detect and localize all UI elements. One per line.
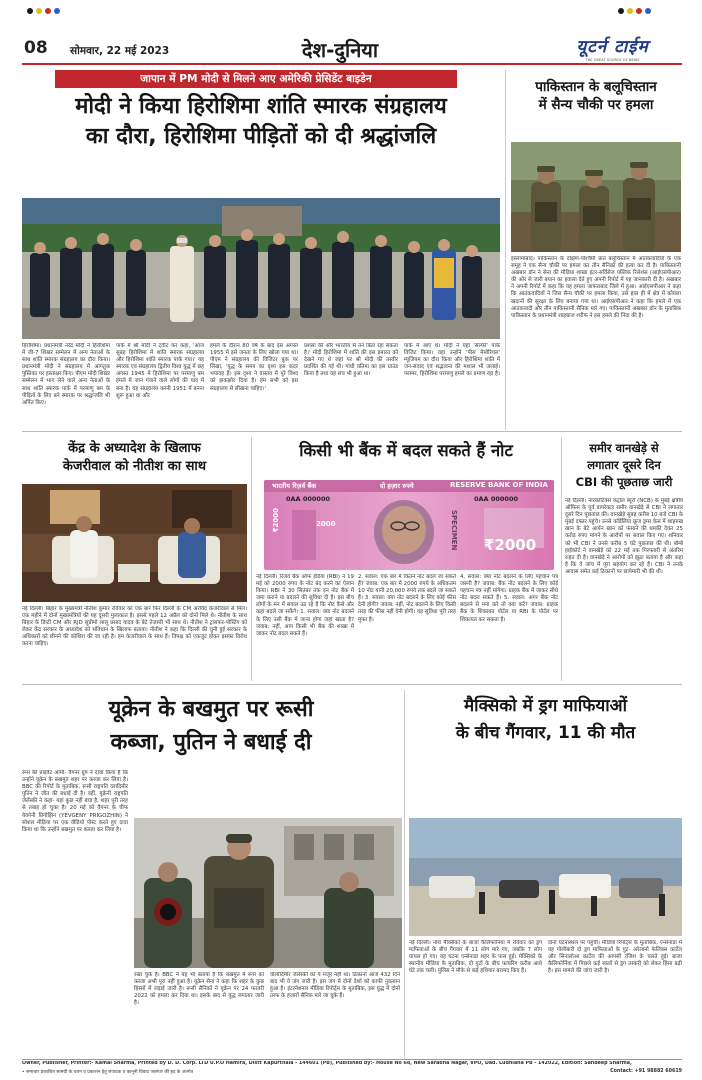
kejriwal-body: नई दिल्ली। बिहार के मुख्यमंत्री नीतीश कुमार रविवार को एक बार फिर दिल्ली के CM अरविंद केजरीवाल से मिले। एक महीने में दोनों मुख्यमंत्रियों की यह दूसरी मुलाकात है। इससे पहले 12 अप्रैल को दोनों मिले थे। नीतीश के साथ बिहार के डिप्टी CM और RJD सुप्रीमो लालू प्रसाद यादव के बेटे तेजस्वी भी साथ थे। नीतीश ने ट्रांसफर-पोस्टिंग को लेकर केंद्र सरकार के अध्यादेश को संविधान के खिलाफ बताया। नीतीश ने कहा कि दिल्ली की चुनी हुई सरकार के अधिकारों को छीनने की कोशिश की जा रही है। हम केजरीवाल के साथ हैं। विपक्ष को एकजुट होकर इसका विरोध करना चाहिए। <box>22 606 247 648</box>
mexico-headline <box>409 693 682 747</box>
pakistan-headline-line: में सैन्य चौकी पर हमला <box>538 97 654 113</box>
header-rule <box>22 63 682 65</box>
column-divider <box>505 70 506 430</box>
banknote-serial: 0AA 000000 <box>286 495 330 503</box>
registration-dot <box>54 8 60 14</box>
ukraine-column: रखा चुके हैं। BBC ने यह भी बताया है कि बखमुत में रूस का कब्जा अभी पूरा नहीं हुआ है। यूक्रेन सेना ने कहा कि शहर के कुछ हिस्सों में लड़ाई जारी है। रूसी सैनिकों ने यूक्रेन पर 24 फरवरी 2022 को हमला कर दिया था। इसके बाद से युद्ध लगातार जारी है। <box>134 972 264 1007</box>
note-column: 2. सवाल: एक बार में कितने नोट बदले जा सकते हैं? जवाब: एक बार में 2000 रुपये के अधिकतम 10 नोट यानी 20,000 रुपये तक बदले जा सकते हैं। 3. सवाल: क्या नोट बदलने के लिए कोई फीस देनी होगी? जवाब: नहीं, नोट बदलने के लिए किसी तरह की फीस नहीं देनी होगी। यह सुविधा पूरी तरह मुफ्त है। <box>358 574 456 623</box>
note-column: 4. सवाल: क्या नोट बदलने के लिए पहचान पत्र जरूरी है? जवाब: बैंक नोट बदलने के लिए कोई पहचान पत्र नहीं मांगेगा। ग्राहक बैंक में जाकर सीधे नोट बदल सकते हैं। 5. सवाल: अगर बैंक नोट बदलने से मना करे तो क्या करें? जवाब: ग्राहक बैंक के शिकायत पोर्टल या RBI के पोर्टल पर शिकायत कर सकता है। <box>460 574 558 623</box>
wankhede-headline-line: CBI की पूछताछ जारी <box>575 475 673 489</box>
note-column: नई दिल्ली। रिजर्व बैंक ऑफ इंडिया (RBI) ने 19 मई को 2000 रुपए के नोट बंद करने का ऐलान किया। RBI ने 30 सितंबर तक इन नोट बैंक में जमा कराने या बदलने की सुविधा दी है। इस बीच लोगों के मन में सवाल उठ रहे हैं कि नोट कैसे और कहां बदले जा सकेंगे। 1. सवाल: क्या नोट बदलने के लिए उसी बैंक में जाना होगा जहां खाता है? जवाब: नहीं, आप किसी भी बैंक की शाखा में जाकर नोट बदल सकते हैं। <box>256 574 354 637</box>
masthead-title: यूटर्न टाईम <box>576 37 649 57</box>
ukraine-column: रूस की प्राइवेट आर्मी- वैगनर ग्रुप ने दावा किया है कि उन्होंने यूक्रेन के बखमुत शहर पर कब्जा कर लिया है। BBC की रिपोर्ट के मुताबिक, रूसी राष्ट्रपति व्लादिमीर पुतिन ने जीत की बधाई दी है। वहीं, यूक्रेनी राष्ट्रपति जेलेंस्की ने कहा- यहां कुछ नहीं बचा है, शहर पूरी तरह से तबाह हो चुका है। 20 मई को वैगनर के चीफ येवगेनी प्रिगोझिन (YEVGENY PRIGOZHIN) ने सोशल मीडिया पर एक वीडियो पोस्ट करते हुए दावा किया था कि उन्होंने बखमुत पर कब्जा कर लिया है। <box>22 770 128 833</box>
kejriwal-headline-line: केजरीवाल को नीतीश का साथ <box>62 459 207 474</box>
banknote-serial: 0AA 000000 <box>474 495 518 503</box>
ukraine-column: वोलोदिमीर जेलेंस्की को ये मंजूर नहीं था। ठिकानों आज 432 दिन बाद भी ये जंग जारी है। इस जंग में दोनों देशों को काफी नुकसान हुआ है। इंटरनेशनल मीडिया रिपोर्ट्स के मुताबिक, इस युद्ध में दोनों तरफ के हजारों सैनिक मारे जा चुके हैं। <box>270 972 400 1000</box>
mexico-column: नई दिल्ली। नॉर्थ मैक्सिको के बाजा कैलिफोर्निया में रविवार को ड्रग माफियाओं के बीच गैंगवार में 11 लोग मारे गए, जबकि 7 लोग घायल हो गए। यह घटना एन्सेनाडा शहर के पास हुई। मेक्सिको के स्थानीय मीडिया के मुताबिक, दो गुटों के बीच फायरिंग करीब आधे घंटे तक चली। पुलिस ने मौके से कई हथियार बरामद किए हैं। <box>409 940 542 975</box>
pakistan-headline <box>510 78 682 114</box>
registration-dot <box>27 8 33 14</box>
banknote-value-symbol: ₹2000 <box>272 508 280 533</box>
hiroshima-headline-line: मोदी ने किया हिरोशिमा शांति स्मारक संग्रहालय <box>75 94 447 119</box>
banknote-bank-hindi: भारतीय रिज़र्व बैंक <box>272 482 317 490</box>
hiroshima-column: हिरोशिमा। प्रधानमंत्री नरेंद्र मोदी ने हिरोशिमा में जी-7 शिखर सम्मेलन में अन्य नेताओं के साथ शांति स्मारक संग्रहालय का दौरा किया। प्रधानमंत्री मोदी ने संग्रहालय में आगंतुक पुस्तिका पर हस्ताक्षर किए। पीएम मोदी शिखर सम्मेलन में भाग लेने वाले अन्य नेताओं के साथ शांति स्मारक पार्क में परमाणु बम के पीड़ितों के लिए बने स्मारक पर श्रद्धांजलि भी अर्पित किए। <box>22 343 110 406</box>
wagner-soldiers-photo <box>134 818 402 968</box>
registration-dot <box>636 8 642 14</box>
section-title: देश-दुनिया <box>301 38 379 62</box>
ukraine-headline-line: कब्जा, पुतिन ने बधाई दी <box>110 730 312 755</box>
pakistan-soldiers-photo <box>511 142 681 252</box>
column-divider <box>561 437 562 681</box>
column-divider <box>404 690 405 1060</box>
wankhede-headline-line: लगातार दूसरे दिन <box>587 458 661 472</box>
column-divider <box>251 437 252 681</box>
banknote-specimen: SPECIMEN <box>450 510 458 551</box>
hiroshima-column: पार्क में आए थे। मोदी ने यहां 'सेल्फी' पार्क विजिट किया। वहां उन्होंने 'पीस मेमोरियल' म्यूजियम का दौरा किया और हिरोशिमा शांति में जन-संवाद एवं सद्भावना की मशाल भी जलाई। परस्पर, हिरोशिमा परमाणु हमले का प्रमाण रहा है। <box>404 343 500 378</box>
masthead-logo <box>545 34 680 62</box>
hiroshima-headline-line: का दौरा, हिरोशिमा पीड़ितों को दी श्रद्धांजलि <box>85 124 437 149</box>
masthead-tagline: THE GREAT SOURCE OF NEWS <box>585 58 640 62</box>
mexico-headline-line: के बीच गैंगवार, 11 की मौत <box>455 723 636 743</box>
section-rule <box>22 431 682 432</box>
hiroshima-column: पार्क में श्री मोदी ने ट्वीट कर कहा, 'आज सुबह हिरोशिमा में शांति स्मारक संग्रहालय और हिरोशिमा शांति स्मारक पार्क गया।' यह स्मारक एवं संग्रहालय द्वितीय विश्व युद्ध में छह अगस्त 1945 में हिरोशिमा पर परमाणु बम हमले में जान गंवाने वाले लोगों की याद में बना है। यह संग्रहालय करनी 1951 में बनना शुरू हुआ था और <box>116 343 204 399</box>
g7-leaders-photo <box>22 198 500 339</box>
footer-imprint: Owner, Publisher, Printer:- Kamal Sharma, Printed by D. D. Corp. LTD U.P.O Hamira, Distt Kapurthala - 144601 (PB), Published by:- House No 68, New Sarabha Nagar, VPO, Dad. Ludhiana PB - 142022, Edition: Sandeep Sharma, <box>22 1061 632 1066</box>
hiroshima-column: हमले के दौरान 80 वर्ष के बाद इस अगस्त 1955 में इसे जनता के लिए खोला गया था। पीएम ने संग्रहालय की विजिटर बुक पर लिखा, 'युद्ध के समय का दृश्य इस कदर भयावह है। इस दृश्य ने वास्तव में पूरे विश्व को झकझोर दिया है। हम सभी को इस संग्रहालय से सीखना चाहिए।' <box>210 343 298 392</box>
ukraine-headline-line: यूक्रेन के बखमुत पर रूसी <box>108 697 314 722</box>
nitish-kejriwal-photo <box>22 484 247 602</box>
registration-dot <box>627 8 633 14</box>
pakistan-headline-line: पाकिस्तान के बलूचिस्तान <box>535 79 657 95</box>
pakistan-body: इस्लामाबाद। पाकिस्तान के दक्षिण-पश्चिमी प्रांत बलूचिस्तान में आतंकवादियों के एक समूह ने एक सैन्य चौकी पर हमला कर तीन सैनिकों की हत्या कर दी है। पाकिस्तानी अखबार डॉन ने सेना की मीडिया शाखा इंटर-सर्विसेज पब्लिक रिलेशंस (आईएसपीआर) की ओर से जारी बयान का हवाला देते हुए अपनी रिपोर्ट में यह जानकारी दी है। अखबार ने अपनी रिपोर्ट में कहा कि यह हमला जाफराबाद जिले में हुआ। आईएसपीआर ने कहा कि आतंकवादियों ने जिस सैन्य चौकी पर हमला किया, उसे हाल ही में क्षेत्र में कोयला खदानों की सुरक्षा के लिए बनाया गया था। आईएसपीआर ने कहा कि हमले में एक आतंकवादी और तीन पाकिस्तानी सैनिक मारे गए। पाकिस्तानी अखबार डॉन के मुताबिक पाकिस्तान के प्रधानमंत्री शाहबाज शरीफ ने इस हमले की निंदा की है। <box>511 256 681 319</box>
kejriwal-headline-line: केंद्र के अध्यादेश के खिलाफ <box>68 441 201 456</box>
hiroshima-headline <box>22 92 500 152</box>
hiroshima-column: प्रशंसा की और भारतीय से तन बिता रहा सकता है।' मोदी हिरोशिमा में शांति की इस इमारत को देखने गए थे जहां पर श्री मोदी की तस्वीर प्रदर्शित की गई थी। गांधी प्रतिमा का इस ग्राउंड किया है तथा यह सच भी हुआ था। <box>304 343 398 378</box>
footer-disclaimer: • समाचार प्रकाशित सामग्री के चयन व प्रकाशन हेतु संपादक व कानूनी विवाद जालंधर की हद के अंतर्गत <box>22 1070 194 1075</box>
ukraine-headline <box>22 693 400 759</box>
wankhede-headline-line: समीर वानखेड़े से <box>589 441 659 455</box>
footer-rule <box>22 1059 682 1060</box>
footer-contact: Contact: +91 98882 60619 <box>610 1069 682 1074</box>
note-headline: किसी भी बैंक में बदल सकते हैं नोट <box>299 441 513 460</box>
wankhede-headline <box>565 440 683 491</box>
banknote-denomination: ₹2000 <box>484 536 537 554</box>
mexico-column: दोनों घटनास्थल पर पहुंचीं। मीडिया रिपोर्ट्स के मुताबिक, एन्सेनाडा में यह गोलीबारी दो ड्रग माफियाओं के गुट- अरेलानो फेलिक्स कार्टेल और सिनालोआ कार्टेल की आपसी रंजिश के चलते हुई। बाजा कैलिफोर्निया में पिछले कई सालों से ड्रग तस्करी को लेकर हिंसा बढ़ी है। इस मामले की जांच जारी है। <box>548 940 682 975</box>
page-number: 08 <box>24 38 48 58</box>
mexico-headline-line: मैक्सिको में ड्रग माफियाओं <box>464 696 627 716</box>
banknote-value-digits: 2000 <box>316 520 336 528</box>
hiroshima-kicker: जापान में PM मोदी से मिलने आए अमेरिकी प्रेसिडेंट बाइडेन <box>55 70 457 88</box>
wankhede-body: नई दिल्ली। नारकोटिक्स कंट्रोल ब्यूरो (NCB) के मुंबई क्षेत्रीय ऑफिस के पूर्व डायरेक्टर समीर वानखेड़े से CBI ने लगातार दूसरे दिन पूछताछ की। वानखेड़े सुबह करीब 10 बजे CBI के मुंबई दफ्तर पहुंचे। उनसे कॉर्डेलिया क्रूज ड्रग्स केस में शाहरुख खान के बेटे आर्यन खान को फंसाने की धमकी देकर 25 करोड़ रुपए मांगने के आरोपों पर सवाल किए गए। शनिवार को भी CBI ने उनसे करीब 5 घंटे पूछताछ की थी। बॉम्बे हाईकोर्ट ने वानखेड़े को 22 मई तक गिरफ्तारी से अंतरिम राहत दी है। वानखेड़े ने आरोपों को झूठा बताया है और कहा है कि वे जांच में पूरा सहयोग कर रहे हैं। CBI ने उनके आवास समेत कई ठिकानों पर छापेमारी भी की थी। <box>565 498 683 575</box>
kejriwal-headline <box>22 440 247 476</box>
banknote-promise: दो हज़ार रुपये <box>380 482 414 490</box>
registration-dot <box>618 8 624 14</box>
section-rule <box>22 684 682 685</box>
registration-dot <box>45 8 51 14</box>
mexico-crime-scene-photo <box>409 818 682 936</box>
banknote-bank-english: RESERVE BANK OF INDIA <box>450 481 548 489</box>
registration-dot <box>36 8 42 14</box>
issue-date: सोमवार, 22 मई 2023 <box>70 45 170 57</box>
registration-dot <box>645 8 651 14</box>
banknote-image <box>264 480 554 570</box>
